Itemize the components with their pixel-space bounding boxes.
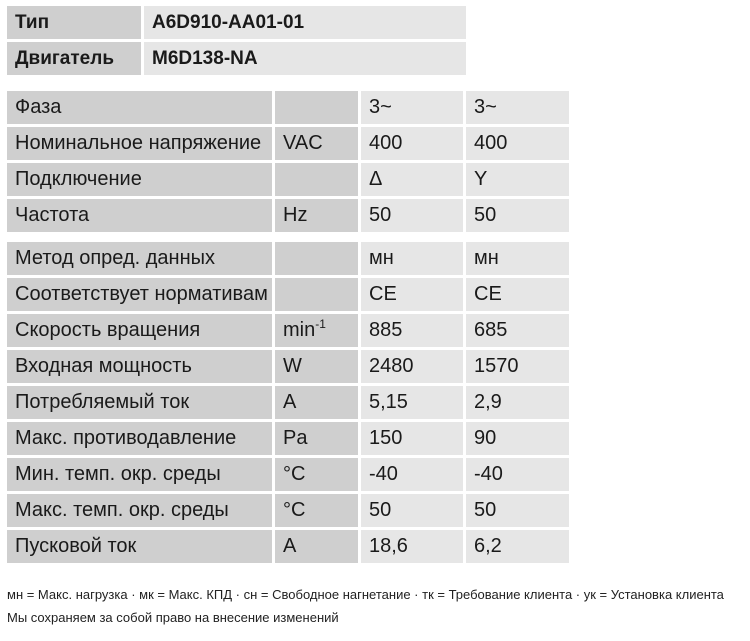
motor-value: M6D138-NA — [144, 42, 466, 75]
row-label: Макс. противодавление — [7, 422, 272, 455]
row-label: Пусковой ток — [7, 530, 272, 563]
row-value-1: 150 — [361, 422, 463, 455]
table-row — [7, 386, 569, 419]
table-row — [7, 458, 569, 491]
table-row — [7, 127, 569, 160]
row-value-1: 2480 — [361, 350, 463, 383]
row-label: Фаза — [7, 91, 272, 124]
row-label: Подключение — [7, 163, 272, 196]
type-value: A6D910-AA01-01 — [144, 6, 466, 39]
table-row — [7, 199, 569, 232]
row-value-1: 18,6 — [361, 530, 463, 563]
row-value-1: 50 — [361, 199, 463, 232]
row-unit — [275, 314, 358, 347]
row-label: Мин. темп. окр. среды — [7, 458, 272, 491]
row-unit — [275, 91, 358, 124]
row-value-1: CE — [361, 278, 463, 311]
table-row — [7, 163, 569, 196]
row-value-2: 50 — [466, 199, 569, 232]
type-row — [7, 6, 466, 39]
row-label: Макс. темп. окр. среды — [7, 494, 272, 527]
row-unit: Hz — [275, 199, 358, 232]
table-row — [7, 242, 569, 275]
row-value-2: 400 — [466, 127, 569, 160]
row-label: Скорость вращения — [7, 314, 272, 347]
row-label: Соответствует нормативам — [7, 278, 272, 311]
row-unit: A — [275, 530, 358, 563]
electrical-table — [4, 88, 572, 235]
row-value-2: 6,2 — [466, 530, 569, 563]
row-value-2: мн — [466, 242, 569, 275]
row-value-1: 885 — [361, 314, 463, 347]
row-value-2: 3~ — [466, 91, 569, 124]
row-value-1: -40 — [361, 458, 463, 491]
row-value-2: 2,9 — [466, 386, 569, 419]
row-unit: A — [275, 386, 358, 419]
table-row — [7, 278, 569, 311]
row-value-1: 50 — [361, 494, 463, 527]
row-value-2: -40 — [466, 458, 569, 491]
table-row — [7, 314, 569, 347]
row-value-2: 50 — [466, 494, 569, 527]
table-row — [7, 530, 569, 563]
unit-base: min — [283, 319, 316, 341]
row-value-2: 1570 — [466, 350, 569, 383]
row-value-1: 400 — [361, 127, 463, 160]
row-value-1: Δ — [361, 163, 463, 196]
row-label: Метод опред. данных — [7, 242, 272, 275]
row-value-2: 90 — [466, 422, 569, 455]
motor-row — [7, 42, 466, 75]
row-unit: °C — [275, 458, 358, 491]
table-row — [7, 494, 569, 527]
row-value-2: Y — [466, 163, 569, 196]
row-unit: VAC — [275, 127, 358, 160]
row-label: Входная мощность — [7, 350, 272, 383]
row-unit: °C — [275, 494, 358, 527]
row-label: Номинальное напряжение — [7, 127, 272, 160]
legend-text: мн = Макс. нагрузка · мк = Макс. КПД · сн = Свободное нагнетание · тк = Требование клиента · ук = Установка клиента — [7, 587, 724, 602]
row-value-2: CE — [466, 278, 569, 311]
type-label: Тип — [7, 6, 141, 39]
table-row — [7, 422, 569, 455]
row-label: Потребляемый ток — [7, 386, 272, 419]
row-label: Частота — [7, 199, 272, 232]
row-value-1: 5,15 — [361, 386, 463, 419]
performance-table — [4, 239, 572, 566]
type-table — [4, 3, 469, 78]
datasheet — [7, 6, 743, 563]
row-value-1: 3~ — [361, 91, 463, 124]
unit-exponent: -1 — [315, 317, 326, 331]
row-value-2: 685 — [466, 314, 569, 347]
row-unit: Pa — [275, 422, 358, 455]
row-value-1: мн — [361, 242, 463, 275]
row-unit — [275, 278, 358, 311]
table-row — [7, 350, 569, 383]
row-unit — [275, 163, 358, 196]
motor-label: Двигатель — [7, 42, 141, 75]
disclaimer-text: Мы сохраняем за собой право на внесение изменений — [7, 610, 339, 625]
row-unit: W — [275, 350, 358, 383]
row-unit — [275, 242, 358, 275]
table-row — [7, 91, 569, 124]
